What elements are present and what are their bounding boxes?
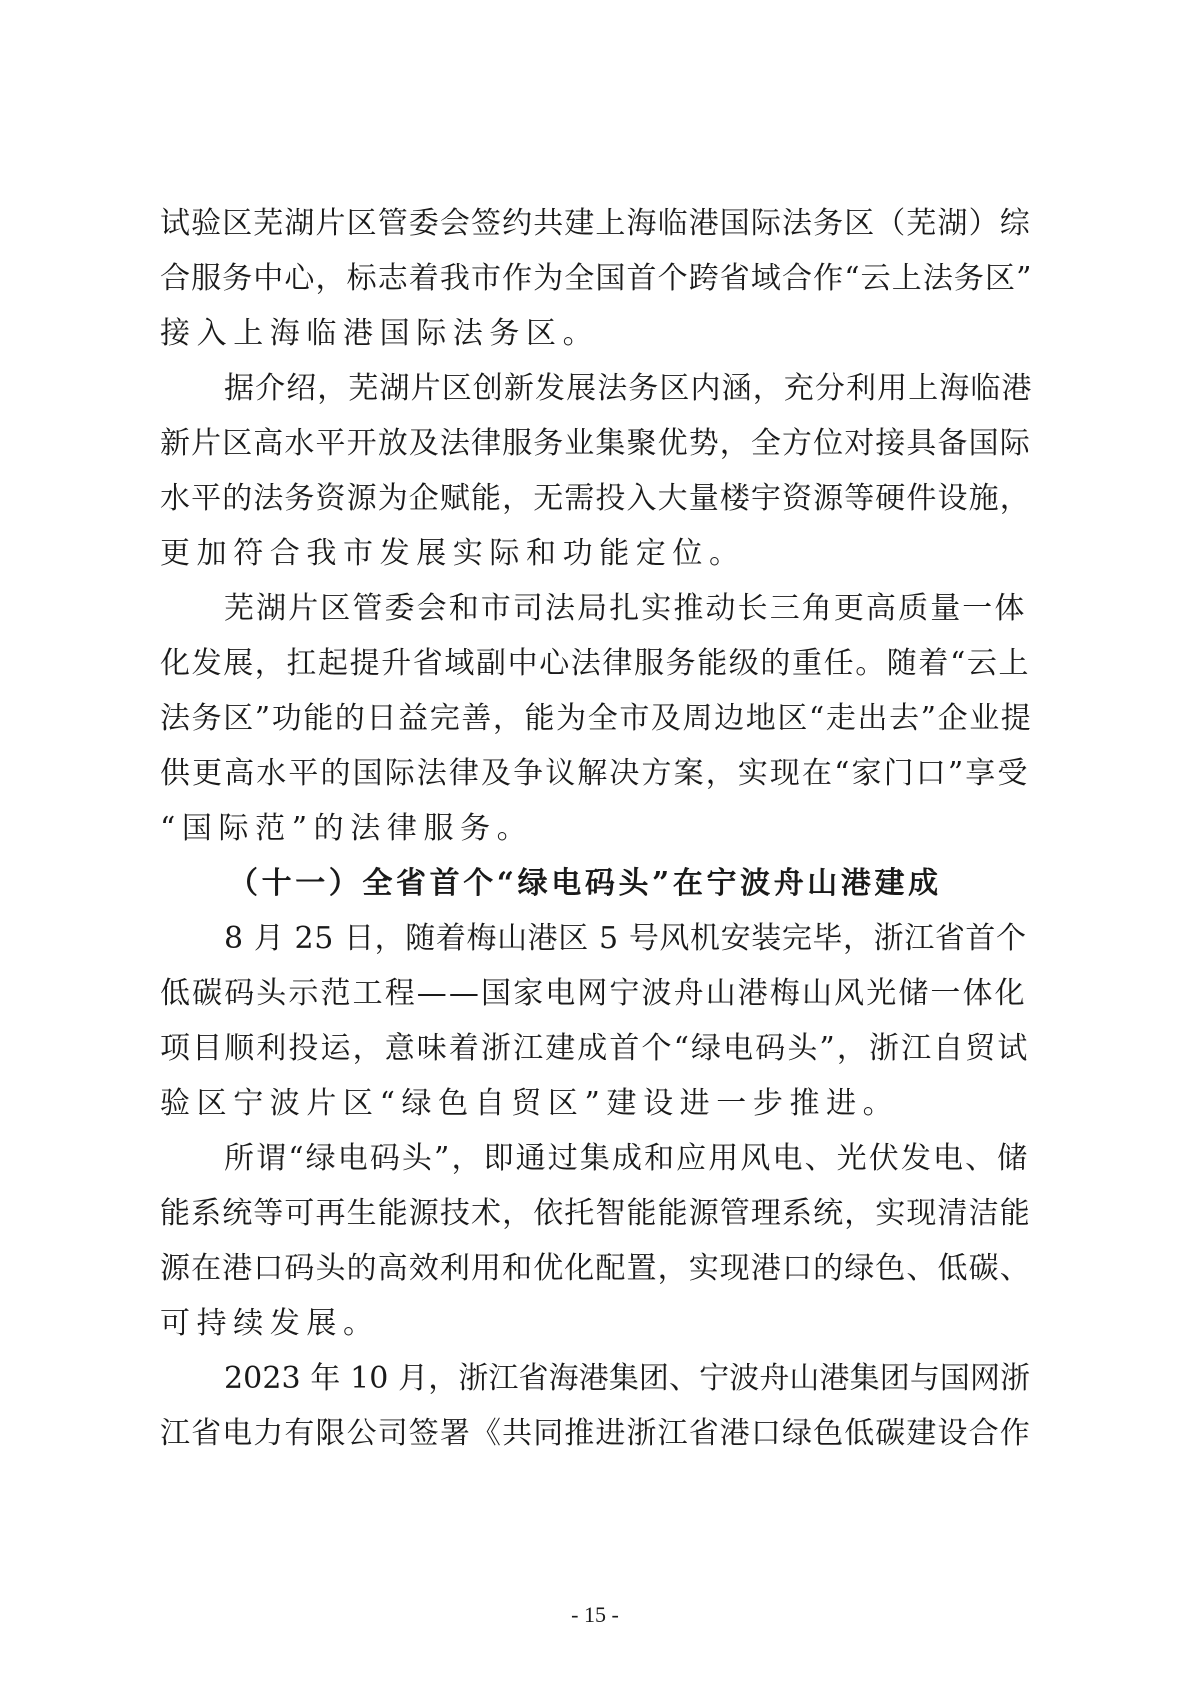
paragraph-line: 江省电力有限公司签署《共同推进浙江省港口绿色低碳建设合作	[160, 1416, 1031, 1451]
paragraph-line: 8 月 25 日，随着梅山港区 5 号风机安装完毕，浙江省首个	[224, 921, 1027, 956]
paragraph-line: 可持续发展。	[160, 1306, 380, 1341]
paragraph-line: “国际范”的法律服务。	[160, 811, 534, 846]
paragraph-line: 所谓“绿电码头”，即通过集成和应用风电、光伏发电、储	[224, 1141, 1030, 1176]
paragraph-line: 新片区高水平开放及法律服务业集聚优势，全方位对接具备国际	[160, 426, 1031, 461]
paragraph-line: 项目顺利投运，意味着浙江建成首个“绿电码头”，浙江自贸试	[160, 1031, 1030, 1066]
paragraph-line: 2023 年 10 月，浙江省海港集团、宁波舟山港集团与国网浙	[224, 1361, 1031, 1396]
paragraph-line: 接入上海临港国际法务区。	[160, 316, 600, 351]
paragraph-line: 据介绍，芜湖片区创新发展法务区内涵，充分利用上海临港	[224, 371, 1033, 406]
paragraph-line: 能系统等可再生能源技术，依托智能能源管理系统，实现清洁能	[160, 1196, 1031, 1231]
paragraph-line: 试验区芜湖片区管委会签约共建上海临港国际法务区（芜湖）综	[160, 206, 1031, 241]
paragraph-line: 化发展，扛起提升省域副中心法律服务能级的重任。随着“云上	[160, 646, 1031, 681]
paragraph-line: 供更高水平的国际法律及争议解决方案，实现在“家门口”享受	[160, 756, 1030, 791]
paragraph-line: 更加符合我市发展实际和功能定位。	[160, 536, 746, 571]
document-body	[160, 196, 1035, 1461]
paragraph-line: 水平的法务资源为企赋能，无需投入大量楼宇资源等硬件设施，	[160, 481, 1031, 516]
paragraph-line: 法务区”功能的日益完善，能为全市及周边地区“走出去”企业提	[160, 701, 1033, 736]
section-heading: （十一）全省首个“绿电码头”在宁波舟山港建成	[228, 866, 942, 901]
page-number: - 15 -	[571, 1602, 619, 1627]
paragraph-line: 合服务中心，标志着我市作为全国首个跨省域合作“云上法务区”	[160, 261, 1033, 296]
paragraph-line: 低碳码头示范工程——国家电网宁波舟山港梅山风光储一体化	[160, 976, 1027, 1011]
paragraph-line: 芜湖片区管委会和市司法局扎实推动长三角更高质量一体	[224, 591, 1027, 626]
paragraph-line: 源在港口码头的高效利用和优化配置，实现港口的绿色、低碳、	[160, 1251, 1031, 1286]
paragraph-line: 验区宁波片区“绿色自贸区”建设进一步推进。	[160, 1086, 900, 1121]
